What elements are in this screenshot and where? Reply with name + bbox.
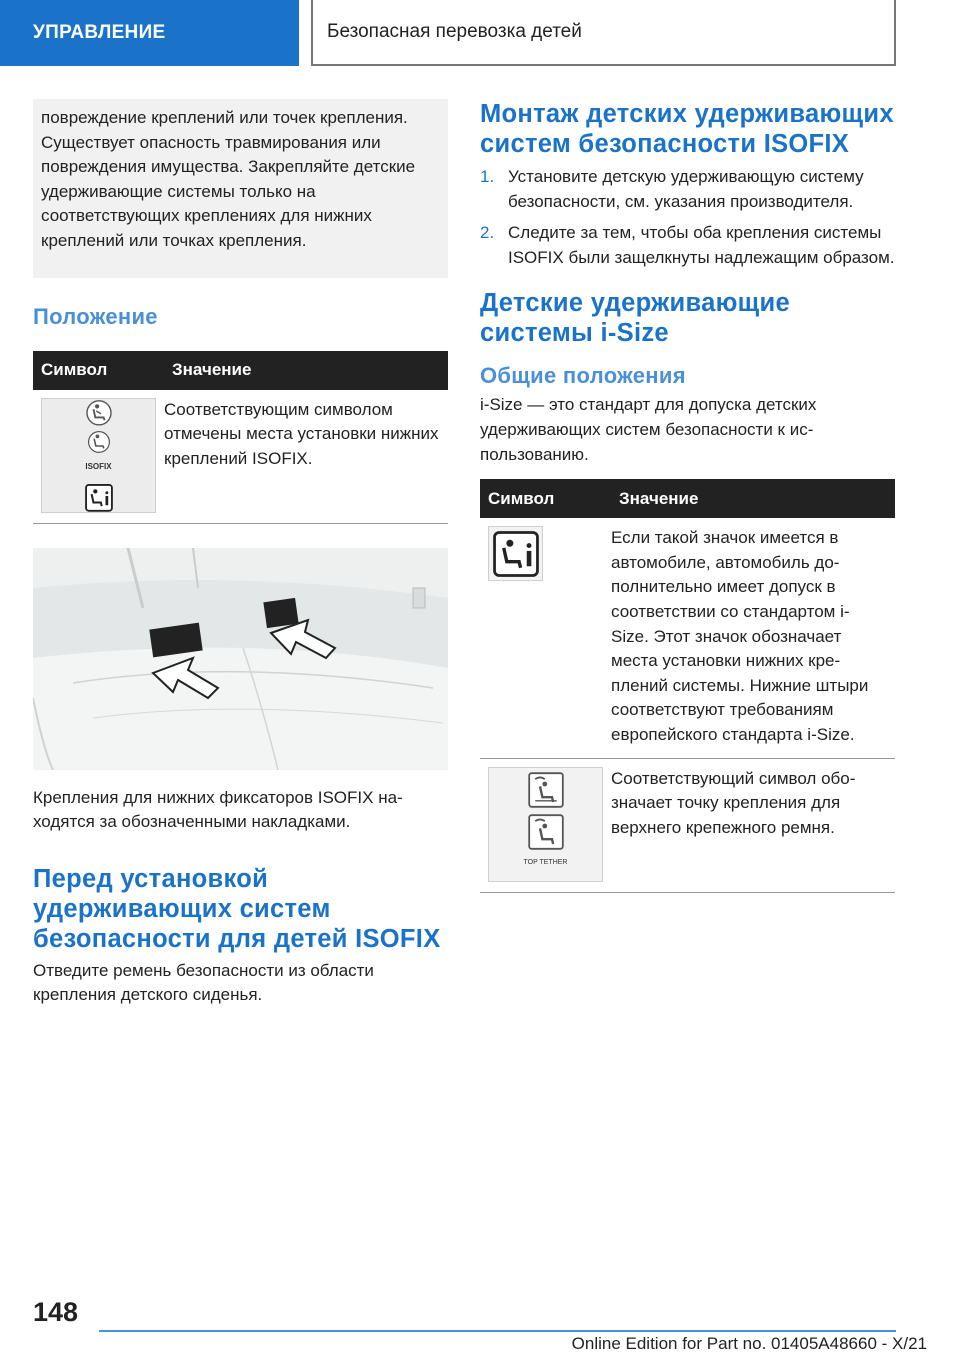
step-number: 2. (480, 223, 495, 243)
photo-caption: Крепления для нижних фиксаторов ISOFIX находятся за обозначенными накладками. (33, 787, 403, 832)
isize-symbol-table (480, 479, 895, 892)
step-number: 1. (480, 167, 495, 186)
top-tether-label: TOP TETHER (523, 859, 568, 867)
general-text: i-Size — это стандарт для допуска детских удерживающих систем безопасности к использованию. (480, 395, 817, 464)
isofix-label: ISOFIX (85, 462, 112, 472)
mount-heading: Монтаж детских удерживающих систем безопасности ISOFIX (480, 100, 894, 158)
position-heading: Положение (33, 303, 158, 329)
isize-heading: Детские удерживающие системы i-Size (480, 289, 790, 348)
table-row (480, 758, 895, 892)
top-tether-row-text: Соответствующий символ обозначает точку крепления для верхнего крепежного ремня. (611, 758, 895, 892)
isize-row-text: Если такой значок имеется в автомобиле, автомобиль дополнительно имеет допуск в соответствии со стандартом i-Size. Этот значок обозначает места установки нижних креплений системы. Нижние штыри соответствуют требованиям европейского стандарта i-Size. (611, 518, 895, 758)
isofix-symbol-table (33, 351, 448, 524)
child-seat-icon (86, 430, 112, 454)
col-symbol-header: Символ (33, 351, 164, 390)
before-install-text: Отведите ремень безопасности из области крепления детского сиденья. (33, 960, 374, 1005)
left-column (33, 99, 448, 1008)
mount-steps (480, 165, 895, 270)
right-column (480, 99, 895, 893)
col-symbol-header: Символ (480, 479, 611, 518)
list-item (480, 165, 895, 214)
table-row (480, 518, 895, 758)
isofix-icons (41, 398, 156, 513)
isize-icon-box (488, 526, 543, 581)
warning-text: повреждение креплений или точек крепления. Существует опасность травмирования или повреждения имущества. Закрепляйте детские удерживающие системы только на соответствующих креплениях для нижних креплений или точках крепления. (41, 108, 416, 250)
table-row (33, 390, 448, 524)
section-tab: УПРАВЛЕНИЕ (0, 0, 299, 66)
page-title: Безопасная перевозка детей (311, 0, 896, 66)
child-seat-icon (84, 399, 114, 427)
step-text: Следите за тем, чтобы оба крепления системы ISOFIX были защелкнуты надлежащим образом. (508, 223, 895, 267)
col-meaning-header: Значение (164, 351, 448, 390)
before-install-heading: Перед установкой удерживающих систем безопасности для детей ISOFIX (33, 864, 441, 953)
top-tether-icon (528, 814, 564, 850)
isize-icon (493, 531, 539, 577)
general-heading: Общие положения (480, 363, 686, 389)
top-tether-icon (528, 772, 564, 808)
footer-edition: Online Edition for Part no. 01405A48660 - X/21 (571, 1334, 927, 1353)
page-number: 148 (33, 1297, 79, 1327)
list-item (480, 221, 895, 270)
step-text: Установите детскую удерживающую систему безопасности, см. указания производителя. (508, 167, 864, 211)
top-tether-icons (488, 767, 603, 882)
rear-seat-photo (33, 548, 448, 770)
isize-icon (84, 484, 114, 512)
warning-box (33, 99, 448, 278)
col-meaning-header: Значение (611, 479, 895, 518)
isofix-row-text: Соответствующим символом отмечены места установки нижних креплений ISOFIX. (164, 390, 448, 524)
footer-divider (99, 1330, 896, 1332)
